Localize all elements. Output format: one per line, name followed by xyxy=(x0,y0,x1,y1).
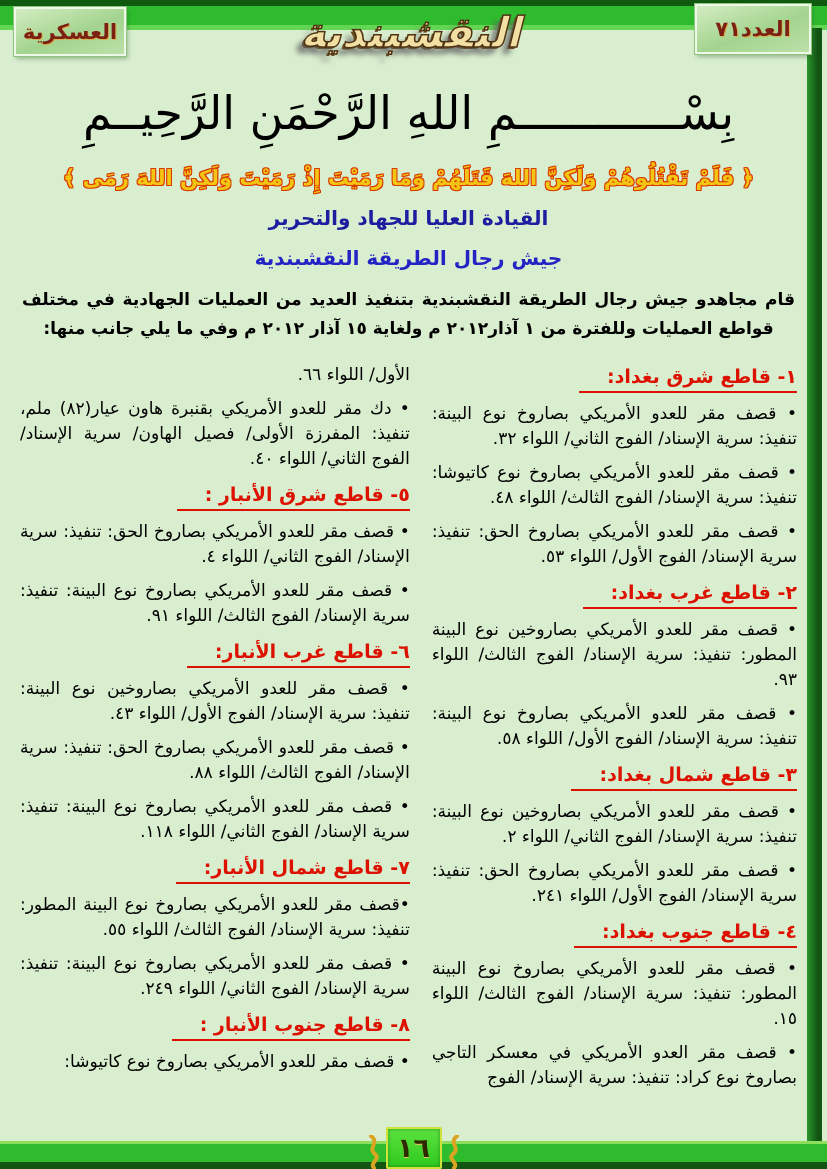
right-border-strip xyxy=(807,28,822,1149)
army-heading: جيش رجال الطريقة النقشبندية xyxy=(254,245,563,270)
sector-heading: ٦- قاطع غرب الأنبار: xyxy=(187,641,410,668)
operations-section xyxy=(20,484,410,629)
operation-item: • قصف مقر للعدو الأمريكي بصاروخ الحق: تنفيذ: سرية الإسناد/ الفوج الثالث/ اللواء ٨٨. xyxy=(20,737,410,783)
section-name-badge xyxy=(14,7,126,56)
operation-item: • قصف مقر للعدو الأمريكي بصاروخ نوع البينة: تنفيذ: سرية الإسناد/ الفوج الأول/ اللواء ٥٨. xyxy=(431,703,797,749)
column-right xyxy=(432,354,797,1100)
page-number-box xyxy=(386,1127,442,1169)
sector-heading: ٤- قاطع جنوب بغداد: xyxy=(574,921,797,948)
operation-item: • قصف مقر للعدو الأمريكي بصاروخين نوع البينة: تنفيذ: سرية الإسناد/ الفوج الأول/ اللواء ٤٣. xyxy=(20,678,410,724)
operations-section xyxy=(20,1014,410,1075)
sector-heading: ٣- قاطع شمال بغداد: xyxy=(571,764,797,791)
operation-item: • قصف مقر العدو الأمريكي في معسكر التاجي بصاروخ نوع كراد: تنفيذ: سرية الإسناد/ الفوج xyxy=(431,1042,797,1088)
operations-section xyxy=(20,363,410,472)
operation-item: • قصف مقر للعدو الأمريكي بصاروخ نوع البينة: تنفيذ: سرية الإسناد/ الفوج الثاني/ اللواء ٢٤٩. xyxy=(20,953,410,999)
gold-flourish-icon xyxy=(445,1135,463,1169)
section-name-label: العسكرية xyxy=(22,19,118,44)
operation-item: • قصف مقر للعدو الأمريكي بصاروخين نوع البينة المطور: تنفيذ: سرية الإسناد/ الفوج الثالث/ اللواء ٩٣. xyxy=(431,619,797,690)
issue-number-badge xyxy=(695,4,811,54)
issue-number-label: العدد٧١ xyxy=(715,17,791,41)
operation-item: • قصف مقر للعدو الأمريكي بصاروخ نوع البينة: تنفيذ: سرية الإسناد/ الفوج الثالث/ اللواء ٩١. xyxy=(20,580,410,626)
operation-item: • قصف مقر للعدو الأمريكي بصاروخ الحق: تنفيذ: سرية الإسناد/ الفوج الأول/ اللواء ٢٤١. xyxy=(431,860,797,906)
page-number: ١٦ xyxy=(397,1132,430,1164)
operation-item: • قصف مقر للعدو الأمريكي بصاروخ الحق: تنفيذ: سرية الإسناد/ الفوج الأول/ اللواء ٥٣. xyxy=(431,521,797,567)
intro-paragraph: قام مجاهدو جيش رجال الطريقة النقشبندية بتنفيذ العديد من العمليات الجهادية في مختلف قواطع العمليات وللفترة من ١ آذار٢٠١٢ م ولغاية ١٥ آذار ٢٠١٢ م وفي ما يلي جانب منها: xyxy=(22,289,795,339)
column-left xyxy=(20,354,410,1084)
operations-section xyxy=(432,921,797,1091)
command-heading: القيادة العليا للجهاد والتحرير xyxy=(268,205,549,230)
operation-item: • قصف مقر للعدو الأمريكي بصاروخ نوع كاتيوشا: xyxy=(64,1051,410,1072)
operations-section xyxy=(432,366,797,570)
operation-item: الأول/ اللواء ٦٦. xyxy=(297,364,410,385)
operation-item: • قصف مقر للعدو الأمريكي بصاروخين نوع البينة: تنفيذ: سرية الإسناد/ الفوج الثاني/ اللواء ٢. xyxy=(431,801,797,847)
sector-heading: ١- قاطع شرق بغداد: xyxy=(579,366,797,393)
quran-verse: ﴿ فَلَمْ تَقْتُلُوهُمْ وَلَكِنَّ اللهَ قَتَلَهُمْ وَمَا رَمَيْتَ إِذْ رَمَيْتَ وَلَكِنَّ اللهَ رَمَى ﴾ xyxy=(63,165,754,190)
two-column-layout xyxy=(20,354,797,1100)
operation-item: •قصف مقر للعدو الأمريكي بصاروخ نوع البينة المطور: تنفيذ: سرية الإسناد/ الفوج الثالث/ اللواء ٥٥. xyxy=(20,894,410,940)
sector-heading: ٢- قاطع غرب بغداد: xyxy=(583,582,797,609)
masthead-title: النقشبندية xyxy=(297,8,530,57)
operation-item: • قصف مقر للعدو الأمريكي بصاروخ نوع البينة: تنفيذ: سرية الإسناد/ الفوج الثاني/ اللواء ٣٢. xyxy=(431,403,797,449)
gold-flourish-icon xyxy=(365,1135,383,1169)
bismillah-calligraphy: بِسْــــــــــــمِ اللهِ الرَّحْمَنِ الرَّحِيــمِ xyxy=(82,86,734,140)
operations-section xyxy=(432,582,797,752)
sector-heading: ٨- قاطع جنوب الأنبار : xyxy=(172,1014,410,1041)
sector-heading: ٧- قاطع شمال الأنبار: xyxy=(176,857,410,884)
operation-item: • قصف مقر للعدو الأمريكي بصاروخ نوع البينة المطور: تنفيذ: سرية الإسناد/ الفوج الثالث/ اللواء ١٥. xyxy=(431,958,797,1029)
page-number-area xyxy=(365,1127,463,1169)
operation-item: • قصف مقر للعدو الأمريكي بصاروخ نوع كاتيوشا: تنفيذ: سرية الإسناد/ الفوج الثالث/ اللواء ٤٨. xyxy=(431,462,797,508)
sector-heading: ٥- قاطع شرق الأنبار : xyxy=(177,484,410,511)
page-content xyxy=(20,32,797,1141)
operations-section xyxy=(20,641,410,845)
operation-item: • قصف مقر للعدو الأمريكي بصاروخ الحق: تنفيذ: سرية الإسناد/ الفوج الثاني/ اللواء ٤. xyxy=(20,521,410,567)
operation-item: • قصف مقر للعدو الأمريكي بصاروخ نوع البينة: تنفيذ: سرية الإسناد/ الفوج الثاني/ اللواء ١١٨. xyxy=(20,796,410,842)
operations-section xyxy=(432,764,797,909)
operation-item: • دك مقر للعدو الأمريكي بقنبرة هاون عيار(٨٢) ملم، تنفيذ: المفرزة الأولى/ فصيل الهاون/ سرية الإسناد/ الفوج الثاني/ اللواء ٤٠. xyxy=(20,398,410,469)
operations-section xyxy=(20,857,410,1002)
